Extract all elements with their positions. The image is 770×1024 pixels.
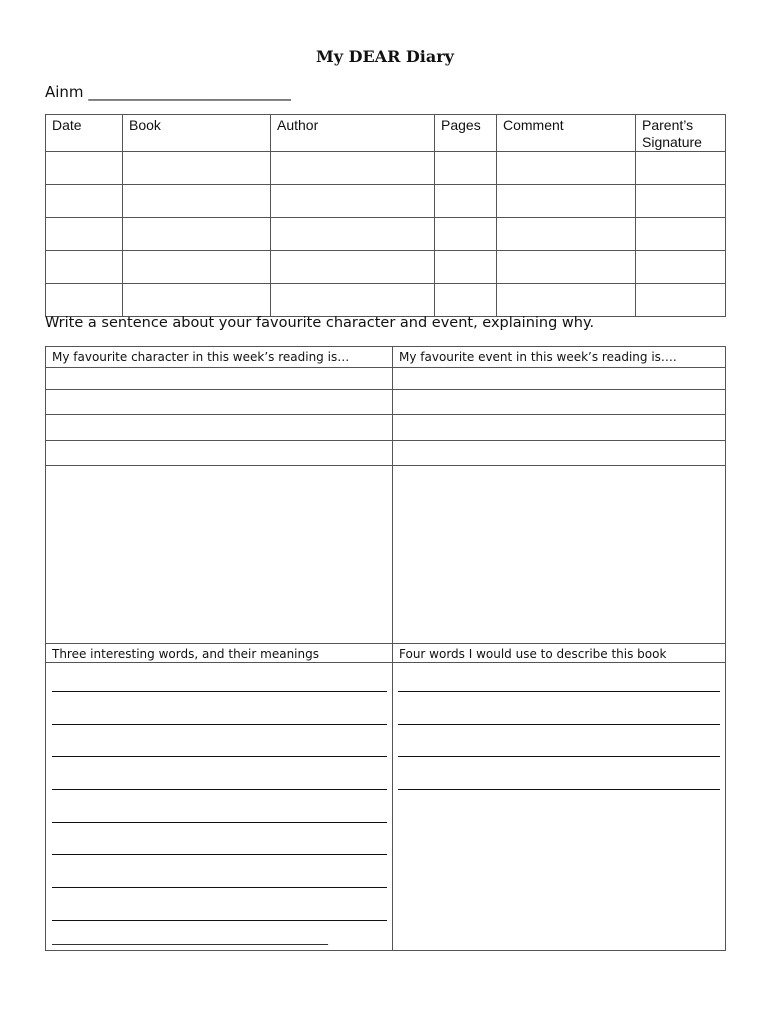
table-cell[interactable] (497, 185, 636, 218)
table-cell[interactable] (271, 251, 435, 284)
column-header-book: Book (123, 115, 271, 152)
table-cell[interactable] (271, 152, 435, 185)
table-cell[interactable] (497, 284, 636, 317)
table-cell[interactable] (636, 218, 726, 251)
writing-line[interactable] (398, 691, 720, 692)
table-cell[interactable] (46, 284, 123, 317)
column-header-parents-signature: Parent’s Signature (636, 115, 726, 152)
table-cell[interactable] (435, 185, 497, 218)
column-header-author: Author (271, 115, 435, 152)
column-header-date: Date (46, 115, 123, 152)
describe-words-label: Four words I would use to describe this book (399, 647, 667, 661)
response-box (45, 346, 726, 951)
writing-line[interactable] (52, 691, 387, 692)
table-cell[interactable] (123, 218, 271, 251)
row-divider (393, 662, 725, 663)
table-cell[interactable] (497, 152, 636, 185)
page-title: My DEAR Diary (316, 47, 454, 66)
table-cell[interactable] (435, 152, 497, 185)
table-cell[interactable] (271, 284, 435, 317)
writing-line[interactable] (52, 854, 387, 855)
writing-line[interactable] (52, 724, 387, 725)
table-row (46, 284, 726, 317)
table-cell[interactable] (435, 251, 497, 284)
table-row (46, 218, 726, 251)
table-cell[interactable] (123, 152, 271, 185)
table-cell[interactable] (123, 185, 271, 218)
column-header-pages: Pages (435, 115, 497, 152)
interesting-words-label: Three interesting words, and their meanings (52, 647, 319, 661)
table-cell[interactable] (497, 218, 636, 251)
favourite-character-answer-area[interactable] (46, 347, 392, 643)
table-cell[interactable] (435, 218, 497, 251)
table-cell[interactable] (271, 185, 435, 218)
table-cell[interactable] (636, 152, 726, 185)
left-column (46, 347, 393, 950)
table-cell[interactable] (46, 185, 123, 218)
favourite-event-answer-area[interactable] (393, 347, 725, 643)
table-cell[interactable] (123, 251, 271, 284)
writing-line[interactable] (398, 789, 720, 790)
table-cell[interactable] (271, 218, 435, 251)
table-cell[interactable] (636, 284, 726, 317)
table-cell[interactable] (46, 152, 123, 185)
favourite-character-label: My favourite character in this week’s reading is… (52, 350, 350, 364)
writing-line[interactable] (52, 822, 387, 823)
instruction-text: Write a sentence about your favourite character and event, explaining why. (45, 315, 595, 331)
column-header-comment: Comment (497, 115, 636, 152)
name-field-line: Ainm ___________________________ (45, 83, 291, 101)
favourite-event-label: My favourite event in this week’s reading is…. (399, 350, 677, 364)
section-divider (393, 643, 725, 644)
table-cell[interactable] (123, 284, 271, 317)
table-row (46, 152, 726, 185)
writing-line-underscores: ______________________________________________ (52, 931, 328, 945)
writing-line[interactable] (52, 887, 387, 888)
row-divider (46, 662, 392, 663)
table-cell[interactable] (636, 251, 726, 284)
table-cell[interactable] (435, 284, 497, 317)
writing-line[interactable] (398, 724, 720, 725)
table-cell[interactable] (636, 185, 726, 218)
writing-line[interactable] (52, 789, 387, 790)
table-cell[interactable] (497, 251, 636, 284)
right-column (393, 347, 725, 950)
reading-log-header-row (46, 115, 726, 152)
writing-line[interactable] (398, 756, 720, 757)
writing-line[interactable] (52, 920, 387, 921)
section-divider (46, 643, 392, 644)
table-cell[interactable] (46, 218, 123, 251)
writing-line[interactable] (52, 756, 387, 757)
table-row (46, 251, 726, 284)
reading-log-table (45, 114, 726, 317)
table-cell[interactable] (46, 251, 123, 284)
table-row (46, 185, 726, 218)
